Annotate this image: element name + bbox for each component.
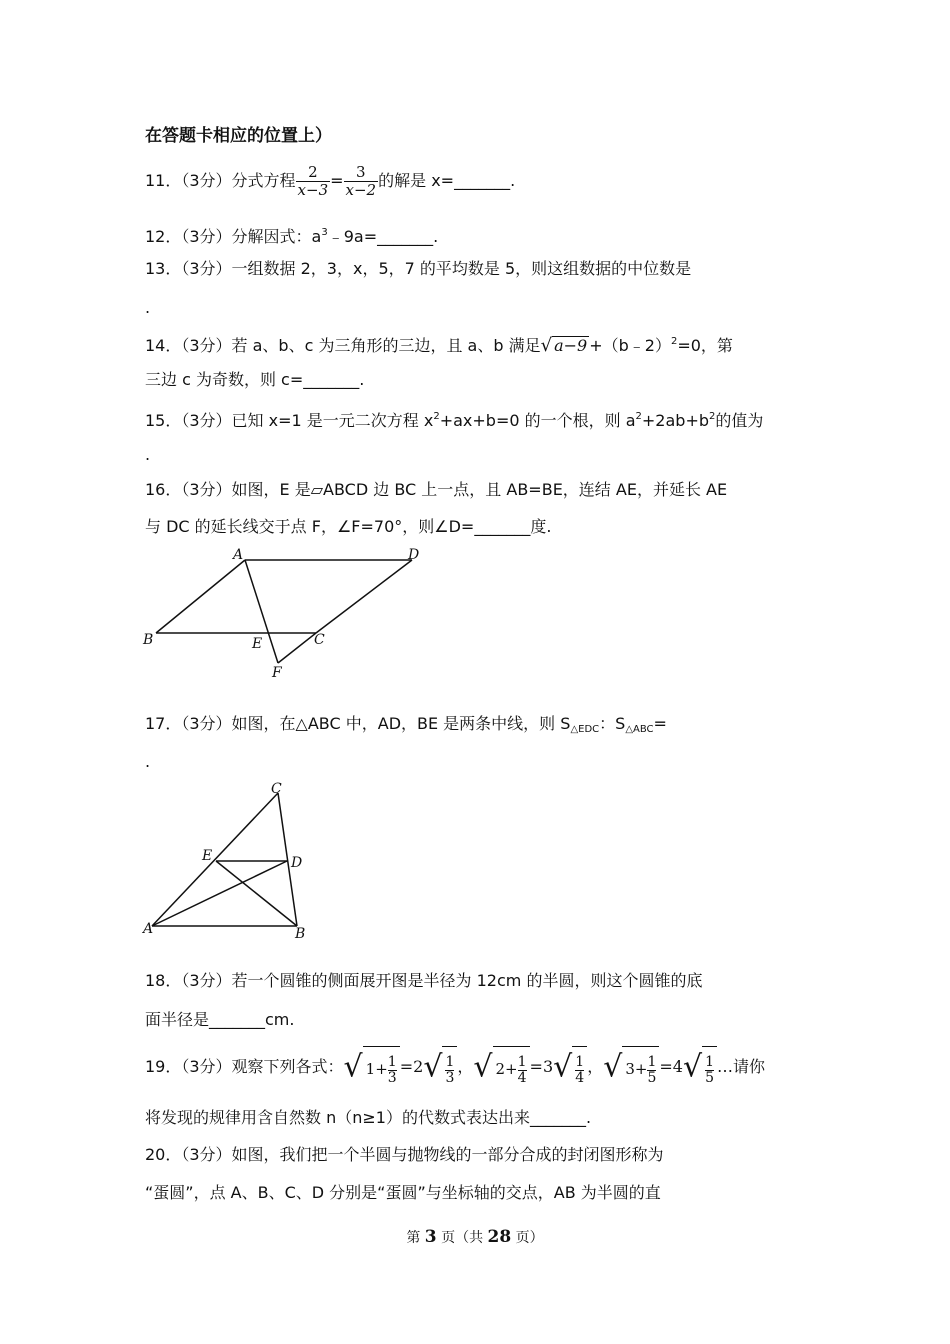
segment-ca <box>152 793 278 926</box>
question-19-line-1: 19．（3分）观察下列各式：√ 1+ $\frac{1}{3}$ =2√ $\frac{1}{3}$ ，√ 2+ $\frac{1}{4}$ =3√ $\frac{1}{4}$ ，√ 3+ $\frac{1}{5}$ =4√ $\frac{1}{5}$ …请你 <box>145 1046 765 1089</box>
question-20-line-2: “蛋圆”，点 A、B、C、D 分别是“蛋圆”与坐标轴的交点，AB 为半圆的直 <box>145 1183 661 1202</box>
q19-expr-3: 3+ $\frac{1}{5}$ <box>622 1046 659 1089</box>
question-14-line-1: 14．（3分）若 a、b、c 为三角形的三边，且 a、b 满足√ a−9 +（b﹣2）$^2$=0，第 <box>145 335 733 356</box>
segment-be <box>216 861 297 926</box>
q11-suffix: 的解是 x=_______. <box>378 171 516 190</box>
page-total: 28 <box>487 1227 512 1247</box>
question-11: 11．（3分）分式方程 $\frac{2}{x-3}$ = $\frac{3}{x-2}$ 的解是 x=_______. <box>145 163 516 199</box>
question-17-line-2: . <box>145 752 151 771</box>
q14-radical: a−9 <box>554 336 588 355</box>
label-c: C <box>314 632 325 648</box>
q11-fraction-1: $\frac{2}{x-3}$ <box>297 163 329 199</box>
question-18-line-1: 18．（3分）若一个圆锥的侧面展开图是半径为 12cm 的半圆，则这个圆锥的底 <box>145 971 703 990</box>
page-number: 3 <box>424 1227 437 1247</box>
label-d: D <box>408 547 420 563</box>
label-b: B <box>295 926 306 942</box>
figure-triangle <box>140 778 320 943</box>
label-d: D <box>291 855 303 871</box>
label-a: A <box>233 547 244 563</box>
q19-expr-1: 1+ $\frac{1}{3}$ <box>363 1046 400 1089</box>
question-17-line-1: 17．（3分）如图，在△ABC 中，AD，BE 是两条中线，则 $S_{\triangle EDC}$：$S_{\triangle ABC}=$ <box>145 714 667 735</box>
question-16-line-1: 16．（3分）如图，E 是▱ABCD 边 BC 上一点，且 AB=BE，连结 AE，并延长 AE <box>145 480 728 499</box>
question-16-line-2: 与 DC 的延长线交于点 F，∠F=70°，则∠D=_______度. <box>145 517 552 536</box>
label-f: F <box>272 665 282 681</box>
section-header: 在答题卡相应的位置上） <box>145 126 332 146</box>
question-13-line-2: . <box>145 298 151 317</box>
label-a: A <box>143 921 154 937</box>
question-20-line-1: 20．（3分）如图，我们把一个半圆与抛物线的一部分合成的封闭图形称为 <box>145 1145 664 1164</box>
question-14-line-2: 三边 c 为奇数，则 c=_______. <box>145 370 365 389</box>
q19-expr-2: 2+ $\frac{1}{4}$ <box>493 1046 530 1089</box>
label-e: E <box>252 636 263 652</box>
question-18-line-2: 面半径是_______cm. <box>145 1010 295 1029</box>
segment-ab <box>156 560 245 633</box>
question-12: 12．（3分）分解因式：$a^3﹣9a=\_\_\_\_\_\_\_$. <box>145 227 439 246</box>
segment-dc <box>316 560 412 633</box>
segment-cf <box>278 633 316 663</box>
figure-parallelogram <box>140 545 430 685</box>
label-c: C <box>271 781 282 797</box>
q11-prefix: 11．（3分）分式方程 <box>145 171 296 190</box>
question-19-line-2: 将发现的规律用含自然数 n（n≥1）的代数式表达出来_______. <box>145 1108 592 1127</box>
page-footer: 第 3 页（共 28 页） <box>406 1227 544 1247</box>
question-15-line-2: . <box>145 445 151 464</box>
label-e: E <box>202 848 213 864</box>
question-13-line-1: 13．（3分）一组数据 2，3，x，5，7 的平均数是 5，则这组数据的中位数是 <box>145 259 692 278</box>
label-b: B <box>143 632 154 648</box>
segment-ad <box>152 861 287 926</box>
question-15-line-1: 15．（3分）已知 x=1 是一元二次方程 $x^2+ax+b=0$ 的一个根，则 $a^2+2ab+b^2$的值为 <box>145 411 764 430</box>
q11-fraction-2: $\frac{3}{x-2}$ <box>345 163 377 199</box>
